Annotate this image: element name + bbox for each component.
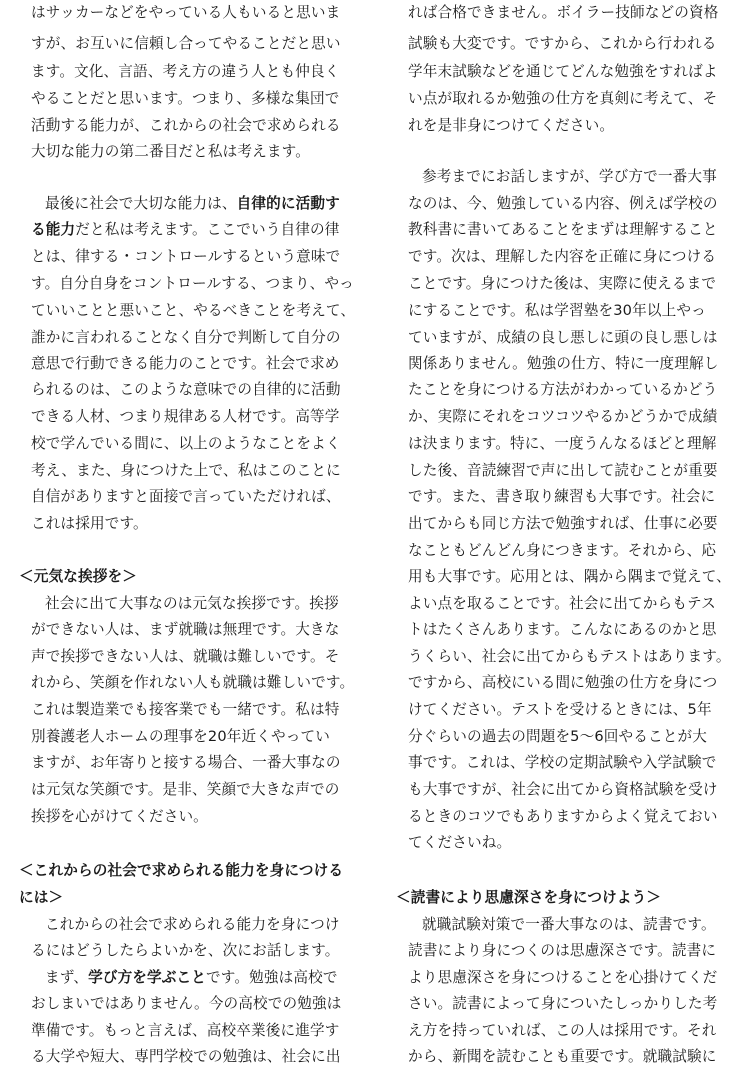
plain-text: だと私は考えます。ここでいう自律の律 <box>75 221 340 238</box>
text-line: 別養護老人ホームの理事を20年近くやってい <box>31 728 331 745</box>
text-line: れから、笑顔を作れない人も就職は難しいです。 <box>31 674 355 691</box>
text-line: さい。読書によって身についたしっかりした考 <box>408 995 718 1012</box>
text-line: たことを身につける方法がわかっているかどう <box>408 381 718 398</box>
text-line: 声で挨拶できない人は、就職は難しいです。そ <box>31 648 340 665</box>
text-line: す。自分自身をコントロールする、つまり、やっ <box>31 275 354 292</box>
text-line: え方を持っていれば、この人は採用です。それ <box>408 1022 717 1039</box>
text-line: 準備です。もっと言えば、高校卒業後に進学す <box>31 1022 340 1039</box>
section-heading: ＜読書により思慮深さを身につけよう＞ <box>396 889 662 906</box>
text-line: 誰かに言われることなく自分で判断して自分の <box>31 329 341 346</box>
text-line: るときのコツでもありますからよく覚えておい <box>408 808 718 825</box>
section-heading: には＞ <box>19 889 64 906</box>
text-line <box>31 221 339 241</box>
text-line: ていいことと悪いこと、やるべきことを考えて、 <box>31 302 356 319</box>
text-line: 関係ありません。勉強の仕方、特に一度理解し <box>408 355 719 372</box>
text-line: うくらい、社会に出てからもテストはあります。 <box>408 648 731 665</box>
text-line: とは、律する・コントロールするという意味で <box>31 248 341 265</box>
text-line: やることだと思います。つまり、多様な集団で <box>31 90 340 107</box>
text-line: るにはどうしたらよいかを、次にお話します。 <box>31 942 340 959</box>
text-line: 教科書に書いてあることをまずは理解すること <box>408 221 718 238</box>
text-line: い点が取れるか勉強の仕方を真剣に考えて、そ <box>408 90 718 107</box>
text-line: ますが、お年寄りと接する場合、一番大事なの <box>31 754 341 771</box>
plain-text: です。勉強は高校で <box>206 969 338 986</box>
text-line: なこともどんどん身につきます。それから、応 <box>408 542 717 559</box>
text-line: 事です。これは、学校の定期試験や入学試験で <box>408 754 717 771</box>
text-line: も大事ですが、社会に出てから資格試験を受け <box>408 781 718 798</box>
section-heading: ＜これからの社会で求められる能力を身につける <box>19 862 344 879</box>
text-line: ていますが、成績の良し悪しに頭の良し悪しは <box>408 329 718 346</box>
text-line: か、実際にそれをコツコツやるかどうかで成績 <box>408 408 718 425</box>
text-line: 用も大事です。応用とは、隅から隅まで覚えて、 <box>408 568 731 585</box>
bold-text: 学び方を学ぶこと <box>88 969 207 986</box>
text-line: よい点を取ることです。社会に出てからもテス <box>408 595 716 612</box>
text-line: 挨拶を心がけてください。 <box>31 808 208 825</box>
text-line: 社会に出て大事なのは元気な挨拶です。挨拶 <box>45 595 339 612</box>
text-line: 活動する能力が、これからの社会で求められる <box>31 117 341 134</box>
text-line: は決まります。特に、一度うんなるほどと理解 <box>408 435 717 452</box>
text-line: 自信がありますと面接で言っていただければ、 <box>31 488 341 505</box>
text-line: 大切な能力の第二番目だと私は考えます。 <box>31 143 310 160</box>
text-line: です。次は、理解した内容を正確に身につける <box>408 248 717 265</box>
plain-text: まず、 <box>45 969 89 986</box>
bold-text: る能力 <box>31 221 76 238</box>
text-line: これからの社会で求められる能力を身につけ <box>45 916 340 933</box>
text-line: ができない人は、まず就職は無理です。大きな <box>31 621 340 638</box>
text-line: ます。文化、言語、考え方の違う人とも仲良く <box>31 63 340 80</box>
text-line: られるのは、このような意味での自律的に活動 <box>31 381 341 398</box>
text-line: これは製造業でも接客業でも一緒です。私は特 <box>31 701 340 718</box>
text-line: 校で学んでいる間に、以上のようなことをよく <box>31 435 341 452</box>
plain-text: 最後に社会で大切な能力は、 <box>45 195 237 212</box>
text-line: すが、お互いに信頼し合ってやることだと思い <box>31 35 341 52</box>
text-line: 分ぐらいの過去の問題を5～6回やることが大 <box>408 728 708 745</box>
text-line: 試験も大変です。ですから、これから行われる <box>408 35 717 52</box>
text-line: れば合格できません。ボイラー技師などの資格 <box>408 4 719 21</box>
text-line: 学年末試験などを通じてどんな勉強をすればよ <box>408 63 718 80</box>
text-line: にすることです。私は学習塾を30年以上やっ <box>408 302 706 319</box>
text-line: 意思で行動できる能力のことです。社会で求め <box>31 355 340 372</box>
text-line: けてください。テストを受けるときには、5年 <box>408 701 712 718</box>
text-line: ことです。身につけた後は、実際に使えるまで <box>408 275 717 292</box>
bold-text: 自律的に活動す <box>236 195 340 212</box>
text-line: は元気な笑顔です。是非、笑顔で大きな声での <box>31 781 340 798</box>
text-line: なのは、今、勉強している内容、例えば学校の <box>408 195 718 212</box>
text-line: です。また、書き取り練習も大事です。社会に <box>408 488 716 505</box>
text-line: 参考までにお話しますが、学び方で一番大事 <box>422 168 717 185</box>
text-line: 就職試験対策で一番大事なのは、読書です。 <box>422 916 716 933</box>
text-line: 出てからも同じ方法で勉強すれば、仕事に必要 <box>408 515 718 532</box>
text-line: から、新聞を読むことも重要です。就職試験に <box>408 1048 717 1065</box>
text-line <box>45 195 340 215</box>
section-heading: ＜元気な挨拶を＞ <box>19 568 137 585</box>
text-line: 読書により身につくのは思慮深さです。読書に <box>408 942 717 959</box>
text-line: 考え、また、身につけた上で、私はこのことに <box>31 462 341 479</box>
text-line: より思慮深さを身につけることを心掛けてくだ <box>408 969 718 986</box>
text-line: れを是非身につけてください。 <box>408 117 615 134</box>
text-line: ですから、高校にいる間に勉強の仕方を身につ <box>408 674 718 691</box>
text-line: はサッカーなどをやっている人もいると思いま <box>31 4 341 21</box>
text-line: る大学や短大、専門学校での勉強は、社会に出 <box>31 1048 341 1065</box>
text-line: した後、音読練習で声に出して読むことが重要 <box>408 462 718 479</box>
text-line: おしまいではありません。今の高校での勉強は <box>31 995 342 1012</box>
text-line: これは採用です。 <box>31 515 148 532</box>
text-line: できる人材、つまり規律ある人材です。高等学 <box>31 408 340 425</box>
text-line: てくださいね。 <box>408 834 512 851</box>
text-line: トはたくさんあります。こんなにあるのかと思 <box>408 621 717 638</box>
text-line <box>45 969 338 989</box>
